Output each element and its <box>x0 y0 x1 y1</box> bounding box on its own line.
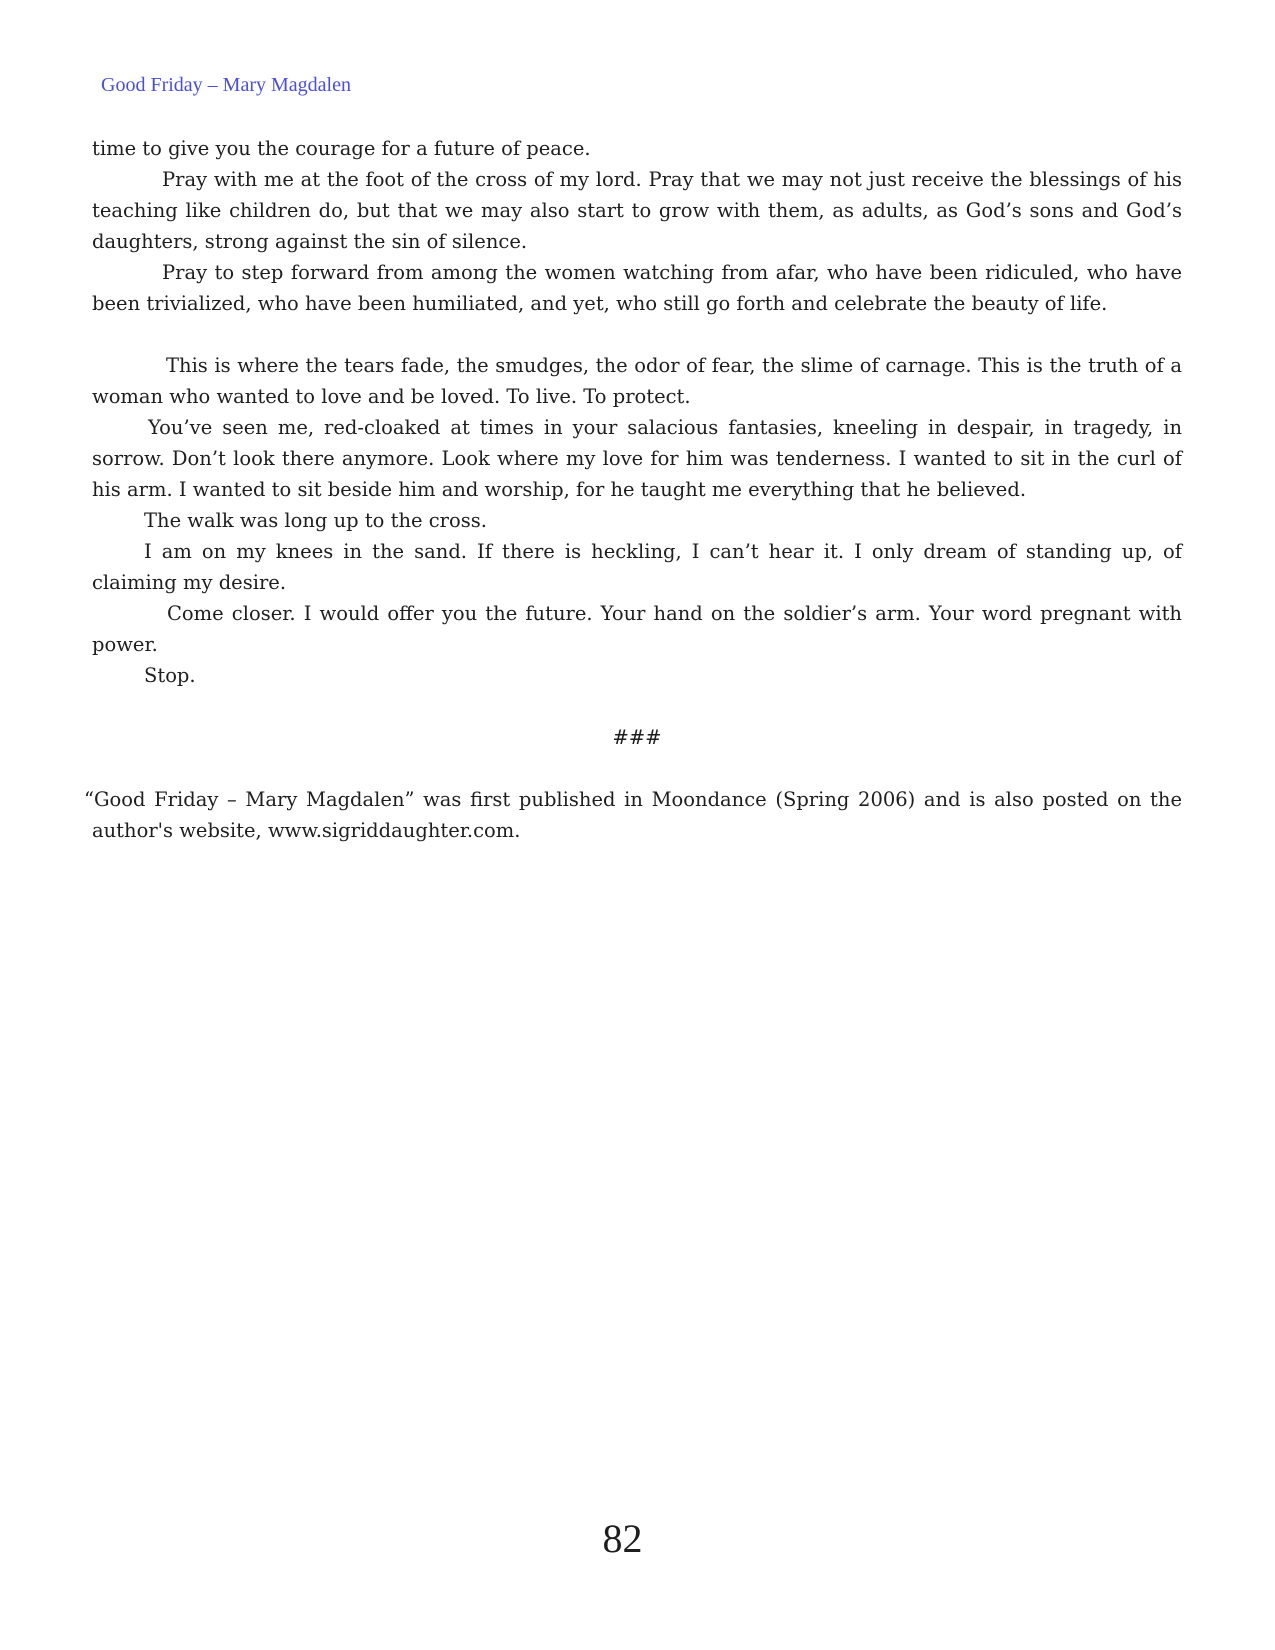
page-number: 82 <box>602 1516 643 1561</box>
paragraph-8: Come closer. I would offer you the future. Your hand on the soldier’s arm. Your word pregnant with power. <box>92 602 1182 656</box>
paragraph-1: time to give you the courage for a future of peace. <box>92 137 591 160</box>
paragraph-5: You’ve seen me, red-cloaked at times in your salacious fantasies, kneeling in despair, in tragedy, in sorrow. Don’t look there anymore. Look where my love for him was tenderness. I wanted to sit in the curl of his arm. I wanted to sit beside him and worship, for he taught me everything that he believed. <box>92 416 1182 501</box>
paragraph-9: Stop. <box>144 664 196 687</box>
paragraph-3: Pray to step forward from among the women watching from afar, who have been ridiculed, who have been trivialized, who have been humiliated, and yet, who still go forth and celebrate the beauty of life. <box>92 261 1182 315</box>
paragraph-6: The walk was long up to the cross. <box>144 509 487 532</box>
paragraph-spacer <box>92 319 1182 350</box>
publication-note: “Good Friday – Mary Magdalen” was first published in Moondance (Spring 2006) and is also posted on the author's website, www.sigriddaughter.com. <box>84 788 1182 842</box>
body-text <box>84 133 1182 846</box>
running-header: Good Friday – Mary Magdalen <box>101 74 351 96</box>
section-separator: ### <box>612 726 662 749</box>
paragraph-2: Pray with me at the foot of the cross of my lord. Pray that we may not just receive the blessings of his teaching like children do, but that we may also start to grow with them, as adults, as God’s sons and God’s daughters, strong against the sin of silence. <box>92 168 1182 253</box>
paragraph-4: This is where the tears fade, the smudges, the odor of fear, the slime of carnage. This is the truth of a woman who wanted to love and be loved. To live. To protect. <box>92 354 1182 408</box>
paragraph-7: I am on my knees in the sand. If there is heckling, I can’t hear it. I only dream of standing up, of claiming my desire. <box>92 540 1182 594</box>
